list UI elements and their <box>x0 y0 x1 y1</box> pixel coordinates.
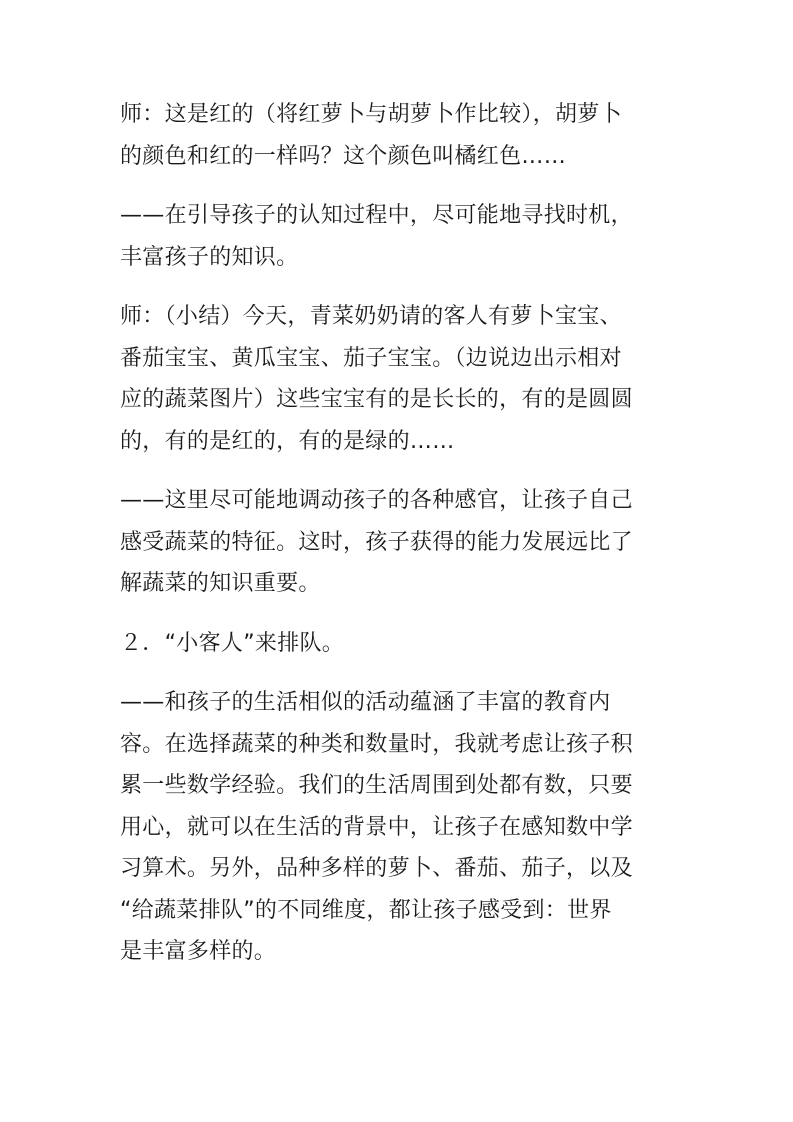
text-line: 师：（小结）今天，青菜奶奶请的客人有萝卜宝宝、 <box>120 304 622 329</box>
text-line: 是丰富多样的。 <box>120 939 277 964</box>
text-line: 师：这是红的（将红萝卜与胡萝卜作比较），胡萝卜 <box>120 102 622 127</box>
text-line: 感受蔬菜的特征。这时，孩子获得的能力发展远比了 <box>120 529 633 555</box>
section-heading-little-guests <box>120 623 675 665</box>
text-line: ——和孩子的生活相似的活动蕴涵了丰富的教育内 <box>120 690 611 715</box>
paragraph-teacher-summary <box>120 296 675 462</box>
text-line: 应的蔬菜图片）这些宝宝有的是长长的，有的是圆圆 <box>120 387 633 412</box>
text-line: 的，有的是红的，有的是绿的…… <box>120 428 455 454</box>
text-line: ——在引导孩子的认知过程中，尽可能地寻找时机， <box>120 203 633 228</box>
text-line: 的颜色和红的一样吗？这个颜色叫橘红色…… <box>120 143 567 169</box>
text-line: 容。在选择蔬菜的种类和数量时，我就考虑让孩子积 <box>120 731 633 757</box>
text-line: 用心，就可以在生活的背景中，让孩子在感知数中学 <box>120 814 633 840</box>
paragraph-commentary-math <box>120 682 675 973</box>
text-line: 番茄宝宝、黄瓜宝宝、茄子宝宝。（边说边出示相对 <box>120 345 622 371</box>
text-line: 解蔬菜的知识重要。 <box>120 571 321 596</box>
text-line: 累一些数学经验。我们的生活周围到处都有数，只要 <box>120 773 633 798</box>
paragraph-commentary-cognition <box>120 195 675 278</box>
text-line: 习算术。另外，品种多样的萝卜、番茄、茄子，以及 <box>120 856 633 881</box>
paragraph-commentary-senses <box>120 480 675 605</box>
text-line: “给蔬菜排队”的不同维度，都让孩子感受到：世界 <box>120 897 612 923</box>
paragraph-teacher-color-comparison <box>120 94 675 177</box>
text-line: 丰富孩子的知识。 <box>120 244 299 270</box>
text-line: ２．“小客人”来排队。 <box>120 630 345 656</box>
document-body <box>120 94 675 991</box>
text-line: ——这里尽可能地调动孩子的各种感官，让孩子自己 <box>120 488 633 513</box>
